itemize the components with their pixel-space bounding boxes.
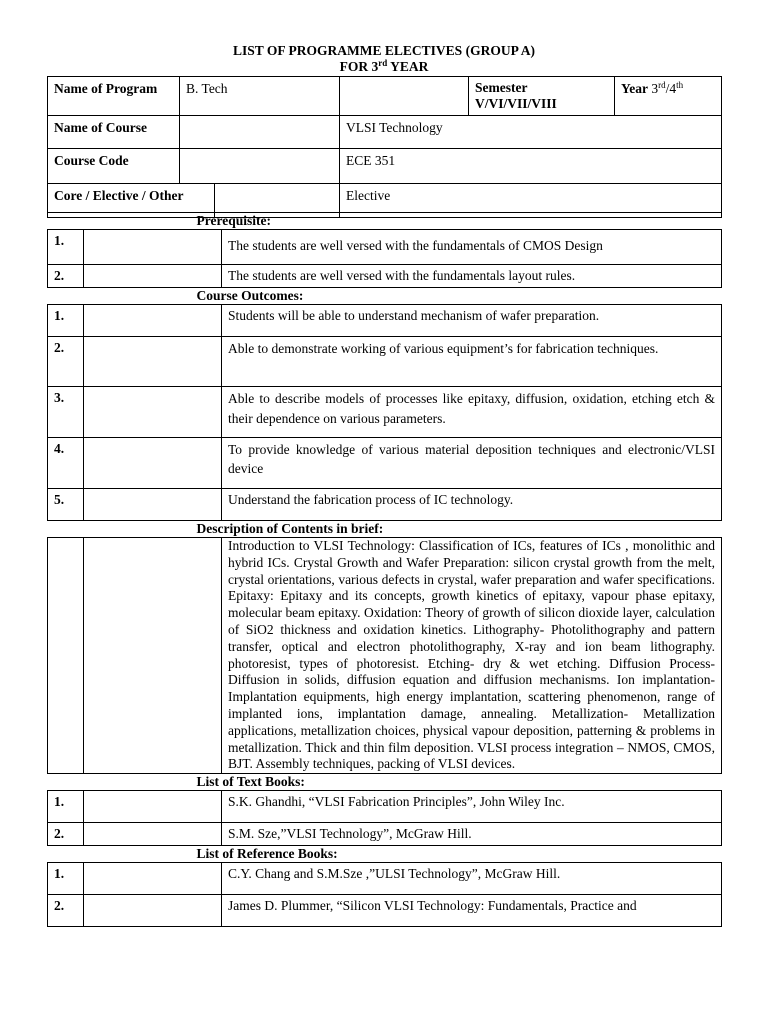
reference-book-row xyxy=(48,863,722,895)
text-books-heading: List of Text Books: xyxy=(48,774,722,791)
outcome-text: To provide knowledge of various material deposition techniques and electronic/VLSI device xyxy=(222,438,722,489)
course-name-value: VLSI Technology xyxy=(340,116,722,149)
course-code-label: Course Code xyxy=(48,149,180,184)
prerequisite-row xyxy=(48,230,722,265)
year-cell xyxy=(615,77,722,116)
row-number: 3. xyxy=(48,387,84,438)
blank-cell xyxy=(84,791,222,823)
year-value: 3rd/4th xyxy=(651,80,684,96)
outcome-text: Students will be able to understand mechanism of wafer preparation. xyxy=(222,305,722,337)
program-blank-cell xyxy=(340,77,469,116)
outcome-row xyxy=(48,387,722,438)
blank-cell xyxy=(84,489,222,521)
contents-heading: Description of Contents in brief: xyxy=(48,521,722,538)
course-name-label: Name of Course xyxy=(48,116,180,149)
outcome-row xyxy=(48,489,722,521)
blank-cell xyxy=(84,823,222,846)
outcome-row xyxy=(48,337,722,387)
course-outcomes-heading: Course Outcomes: xyxy=(48,288,722,305)
contents-text: Introduction to VLSI Technology: Classification of ICs, features of ICs , monolithic and hybrid ICs. Crystal Growth and Wafer Preparation: silicon crystal growth from the melt, crystal orientations, various defects in crystal, wafer preparation and wafer specifications. Epitaxy: Epitaxy and its concepts, growth kinetics of epitaxy, vapour phase epitaxy, molecular beam epitaxy. Oxidation: Theory of growth of silicon dioxide layer, calculation of SiO2 thickness and oxidation kinetics. Lithography- Photolithography and pattern transfer, optical and electron photolithography, X-ray and ion beam lithography. photoresist, types of photoresist. Etching- dry & wet etching. Diffusion Process- Diffusion in solids, diffusion equation and diffusion mechanisms. Ion implantation- Implantation equipments, high energy implantation, scattering phenomenon, range of implanted ions, implantation damage, annealing. Metallization- Metallization applications, metallization choices, physical vapour deposition, patterning & problems in metallization. Thick and thin film deposition. VLSI process integration – NMOS, CMOS, BJT. Assembly techniques, packing of VLSI devices. xyxy=(222,538,722,774)
document-title: LIST OF PROGRAMME ELECTIVES (GROUP A) xyxy=(233,43,535,58)
document-subtitle: FOR 3rd YEAR xyxy=(339,58,429,74)
blank-cell xyxy=(84,538,222,774)
blank-cell xyxy=(84,265,222,288)
reference-book-entry: C.Y. Chang and S.M.Sze ,”ULSI Technology”, McGraw Hill. xyxy=(222,863,722,895)
year-label: Year xyxy=(621,81,648,96)
blank-cell xyxy=(84,337,222,387)
semester-cell xyxy=(469,77,615,116)
text-book-entry: S.M. Sze,”VLSI Technology”, McGraw Hill. xyxy=(222,823,722,846)
row-number: 2. xyxy=(48,265,84,288)
semester-value: V/VI/VII/VIII xyxy=(475,96,557,111)
reference-book-entry: James D. Plummer, “Silicon VLSI Technology: Fundamentals, Practice and xyxy=(222,895,722,927)
outcome-text: Understand the fabrication process of IC technology. xyxy=(222,489,722,521)
row-number: 2. xyxy=(48,337,84,387)
contents-row xyxy=(48,538,722,774)
course-type-label: Core / Elective / Other xyxy=(48,184,215,218)
prerequisite-text: The students are well versed with the fundamentals layout rules. xyxy=(222,265,722,288)
text-book-row xyxy=(48,823,722,846)
outcome-row xyxy=(48,438,722,489)
row-number: 4. xyxy=(48,438,84,489)
semester-label: Semester xyxy=(475,80,528,95)
prerequisite-row xyxy=(48,265,722,288)
outcome-row xyxy=(48,305,722,337)
program-name-label: Name of Program xyxy=(48,77,180,116)
course-info-table xyxy=(47,76,722,218)
course-details-table xyxy=(47,212,722,927)
blank-cell xyxy=(48,538,84,774)
text-book-entry: S.K. Ghandhi, “VLSI Fabrication Principles”, John Wiley Inc. xyxy=(222,791,722,823)
course-name-blank xyxy=(180,116,340,149)
blank-cell xyxy=(84,895,222,927)
blank-cell xyxy=(84,438,222,489)
prerequisite-text: The students are well versed with the fundamentals of CMOS Design xyxy=(222,230,722,265)
course-code-blank xyxy=(180,149,340,184)
reference-books-heading: List of Reference Books: xyxy=(48,846,722,863)
outcome-text: Able to demonstrate working of various equipment’s for fabrication techniques. xyxy=(222,337,722,387)
reference-book-row xyxy=(48,895,722,927)
row-number: 1. xyxy=(48,230,84,265)
blank-cell xyxy=(84,305,222,337)
outcome-text: Able to describe models of processes like epitaxy, diffusion, oxidation, etching etch & their dependence on various parameters. xyxy=(222,387,722,438)
course-code-value: ECE 351 xyxy=(340,149,722,184)
text-book-row xyxy=(48,791,722,823)
prerequisite-heading: Prerequisite: xyxy=(48,213,722,230)
row-number: 1. xyxy=(48,863,84,895)
blank-cell xyxy=(84,387,222,438)
program-name-value: B. Tech xyxy=(180,77,340,116)
blank-cell xyxy=(84,230,222,265)
row-number: 2. xyxy=(48,895,84,927)
course-type-value: Elective xyxy=(340,184,722,218)
row-number: 5. xyxy=(48,489,84,521)
row-number: 1. xyxy=(48,305,84,337)
row-number: 2. xyxy=(48,823,84,846)
row-number: 1. xyxy=(48,791,84,823)
blank-cell xyxy=(84,863,222,895)
